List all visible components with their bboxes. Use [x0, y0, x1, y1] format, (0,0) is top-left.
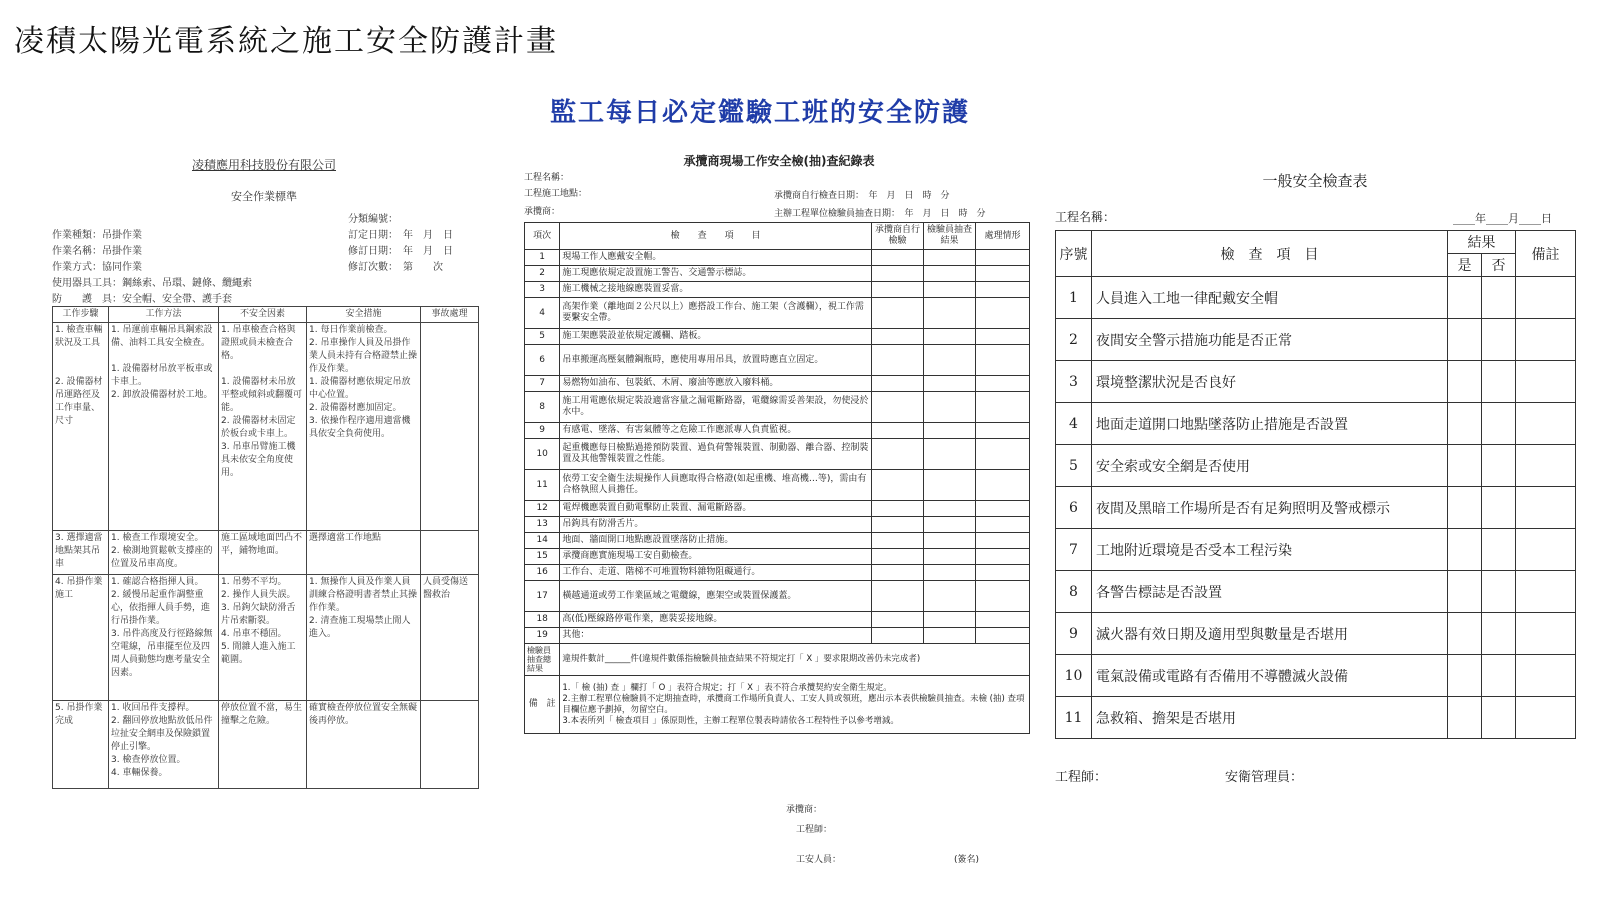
checklist-table: [1055, 230, 1576, 739]
check-cell: [924, 250, 976, 266]
table-row: [1056, 655, 1576, 697]
check-cell: [1448, 529, 1482, 571]
col-header: 工作方法: [109, 307, 219, 323]
table-row: [525, 345, 1030, 376]
table-row: [525, 329, 1030, 345]
check-cell: [975, 533, 1029, 549]
col-header-yes: 是: [1448, 254, 1482, 277]
item-number: 11: [1056, 697, 1092, 739]
table-cell: 1. 無操作人員及作業人員訓練合格證明書者禁止其操作作業。 2. 清查施工現場禁止閒人進入。: [307, 575, 421, 701]
safety-standard-table: [52, 306, 479, 789]
col-header: 項次: [525, 223, 560, 250]
item-number: 12: [525, 501, 560, 517]
meta-field: 作業種類：吊掛作業: [52, 230, 142, 241]
table-row: [53, 701, 479, 789]
table-cell: 選擇適當工作地點: [307, 531, 421, 575]
check-cell: [1516, 697, 1576, 739]
check-cell: [1482, 403, 1516, 445]
check-cell: [924, 439, 976, 470]
check-cell: [975, 439, 1029, 470]
item-number: 2: [1056, 319, 1092, 361]
check-cell: [872, 392, 924, 423]
table-row: [525, 581, 1030, 612]
general-safety-checklist: [1055, 168, 1575, 808]
check-cell: [924, 345, 976, 376]
table-cell: 停放位置不當，易生撞擊之危險。: [219, 701, 307, 789]
col-header-remark: 備註: [1516, 231, 1576, 277]
item-number: 10: [1056, 655, 1092, 697]
remark-label: 備 註: [525, 676, 560, 734]
table-row: [1056, 613, 1576, 655]
item-number: 15: [525, 549, 560, 565]
check-cell: [872, 250, 924, 266]
check-cell: [1516, 445, 1576, 487]
item-text: 施工用電應依規定裝設適當容量之漏電斷路器，電纜線需妥善架設，勿使浸於水中。: [560, 392, 872, 423]
table-cell: 1. 每日作業前檢查。 2. 吊車操作人員及吊掛作業人員未持有合格證禁止操作及作業。 1. 設備器材應依規定吊放中心位置。 2. 設備器材應加固定。 3. 依操作程序適用適當機具依安全負荷使用。: [307, 323, 421, 531]
table-row: [525, 298, 1030, 329]
item-number: 4: [525, 298, 560, 329]
remark-line: 2.主辦工程單位檢驗員不定期抽查時，承攬商工作場所負責人、工安人員或領班，應出示本表供檢驗員抽查。未檢 (抽) 查項目欄位應予劃掉，勿留空白。: [562, 693, 1025, 715]
safety-manager-label: 安衛管理員：: [1225, 770, 1304, 785]
check-cell: [1516, 613, 1576, 655]
check-cell: [975, 423, 1029, 439]
item-number: 5: [525, 329, 560, 345]
table-cell: 4. 吊掛作業施工: [53, 575, 109, 701]
item-number: 10: [525, 439, 560, 470]
item-text: 地面走道開口地點墜落防止措施是否設置: [1092, 403, 1448, 445]
form-field: 工程名稱：: [524, 173, 570, 183]
remark-line: 1.「 檢 (抽) 查 」欄打「 O 」表符合規定；打「 X 」表不符合承攬契約安全衛生規定。: [562, 682, 892, 693]
check-cell: [975, 250, 1029, 266]
item-text: 夜間及黑暗工作場所是否有足夠照明及警戒標示: [1092, 487, 1448, 529]
form-field: 承攬商自行檢查日期： 年 月 日 時 分: [774, 191, 950, 201]
check-cell: [1516, 403, 1576, 445]
check-cell: [975, 549, 1029, 565]
check-cell: [872, 470, 924, 501]
check-cell: [872, 423, 924, 439]
table-cell: 5. 吊掛作業完成: [53, 701, 109, 789]
result-text: 違規件數計______件(違規件數係指檢驗員抽查結果不符規定打「 X 」要求限期改善仍未完成者): [560, 644, 1030, 676]
col-header: 安全措施: [307, 307, 421, 323]
check-cell: [1448, 277, 1482, 319]
result-row: [525, 644, 1030, 676]
check-cell: [975, 517, 1029, 533]
table-cell: 1. 檢查車輛狀況及工具 2. 設備器材吊運路徑及工作車量、尺寸: [53, 323, 109, 531]
check-cell: [1448, 613, 1482, 655]
check-cell: [924, 533, 976, 549]
check-cell: [1448, 403, 1482, 445]
check-cell: [1482, 529, 1516, 571]
check-cell: [872, 517, 924, 533]
remark-row: [525, 676, 1030, 734]
check-cell: [1516, 529, 1576, 571]
check-cell: [872, 533, 924, 549]
item-text: 吊車搬運高壓氣體鋼瓶時，應使用專用吊具，放置時應直立固定。: [560, 345, 872, 376]
table-row: [525, 517, 1030, 533]
item-number: 6: [525, 345, 560, 376]
item-number: 3: [1056, 361, 1092, 403]
check-cell: [1448, 445, 1482, 487]
check-cell: [975, 612, 1029, 628]
check-cell: [1516, 319, 1576, 361]
remark-line: 3.本表所列「 檢查項目 」係原則性，主辦工程單位製表時請依各工程特性予以參考增減。: [562, 715, 899, 726]
check-cell: [1448, 319, 1482, 361]
table-row: [1056, 529, 1576, 571]
check-cell: [872, 282, 924, 298]
project-name-label: 工程名稱：: [1055, 210, 1116, 224]
table-row: [53, 531, 479, 575]
page-title: 凌積太陽光電系統之施工安全防護計畫: [14, 24, 558, 59]
table-row: [1056, 361, 1576, 403]
check-cell: [975, 376, 1029, 392]
table-cell: 1. 檢查工作環境安全。 2. 檢測地質鬆軟支撐座的位置及吊車高度。: [109, 531, 219, 575]
table-row: [525, 628, 1030, 644]
item-text: 高架作業（離地面２公尺以上）應搭設工作台、施工架（含護欄），視工作需要繫安全帶。: [560, 298, 872, 329]
item-text: 施工架應裝設並依規定護欄、踏板。: [560, 329, 872, 345]
item-number: 13: [525, 517, 560, 533]
check-cell: [1482, 487, 1516, 529]
check-cell: [975, 581, 1029, 612]
check-cell: [872, 565, 924, 581]
item-number: 7: [525, 376, 560, 392]
col-header: 檢驗員抽查結果: [924, 223, 976, 250]
table-row: [525, 439, 1030, 470]
check-cell: [872, 581, 924, 612]
check-cell: [975, 298, 1029, 329]
item-text: 吊鉤具有防滑舌片。: [560, 517, 872, 533]
col-header-no-result: 否: [1482, 254, 1516, 277]
table-row: [53, 575, 479, 701]
check-cell: [872, 266, 924, 282]
check-cell: [924, 470, 976, 501]
table-cell: 確實檢查停放位置安全無礙後再停放。: [307, 701, 421, 789]
engineer-label: 工程師：: [1055, 770, 1108, 785]
check-cell: [1482, 655, 1516, 697]
item-number: 3: [525, 282, 560, 298]
table-cell: 1. 吊車檢查合格與證照或員未檢查合格。 1. 設備器材未吊放平整或傾斜或翻覆可能。 2. 設備器材未固定於板台或卡車上。 3. 吊車吊臂施工機具未依安全角度使用。: [219, 323, 307, 531]
item-text: 其他：: [560, 628, 872, 644]
item-text: 工作台、走道、階梯不可堆置物料雜物阻礙通行。: [560, 565, 872, 581]
meta-field: 修訂日期： 年 月 日: [348, 246, 453, 257]
table-row: [53, 323, 479, 531]
check-cell: [1482, 445, 1516, 487]
check-cell: [872, 549, 924, 565]
col-header: 承攬商自行檢驗: [872, 223, 924, 250]
item-number: 8: [1056, 571, 1092, 613]
check-cell: [924, 376, 976, 392]
item-text: 滅火器有效日期及適用型與數量是否堪用: [1092, 613, 1448, 655]
meta-field: 防 護 具：安全帽、安全帶、護手套: [52, 294, 232, 305]
item-text: 承攬商應實施現場工安自動檢查。: [560, 549, 872, 565]
table-row: [1056, 445, 1576, 487]
table-row: [1056, 403, 1576, 445]
check-cell: [1448, 571, 1482, 613]
form-title: 承攬商現場工作安全檢(抽)查紀錄表: [683, 154, 875, 168]
meta-field: 使用器具工具：鋼絲索、吊環、鏈條、纜繩索: [52, 278, 252, 289]
check-cell: [924, 501, 976, 517]
item-number: 9: [525, 423, 560, 439]
item-text: 施工機械之接地線應裝置妥當。: [560, 282, 872, 298]
item-number: 5: [1056, 445, 1092, 487]
check-cell: [924, 628, 976, 644]
check-cell: [872, 439, 924, 470]
table-row: [525, 501, 1030, 517]
item-number: 19: [525, 628, 560, 644]
col-header: 事故處理: [421, 307, 479, 323]
item-number: 1: [1056, 277, 1092, 319]
check-cell: [975, 345, 1029, 376]
check-cell: [1482, 319, 1516, 361]
table-row: [525, 250, 1030, 266]
check-cell: [924, 565, 976, 581]
check-cell: [975, 282, 1029, 298]
item-number: 11: [525, 470, 560, 501]
check-cell: [1482, 277, 1516, 319]
check-cell: [924, 282, 976, 298]
check-cell: [1448, 697, 1482, 739]
item-number: 9: [1056, 613, 1092, 655]
item-text: 電氣設備或電路有否備用不導體滅火設備: [1092, 655, 1448, 697]
item-number: 8: [525, 392, 560, 423]
remark-cell: [560, 676, 1030, 734]
table-row: [1056, 487, 1576, 529]
item-text: 環境整潔狀況是否良好: [1092, 361, 1448, 403]
check-cell: [1516, 277, 1576, 319]
table-cell: 1. 吊勢不平均。 2. 操作人員失誤。 3. 吊鉤欠缺防滑舌片吊索斷裂。 4. 吊車不穩固。 5. 閒雜人進入施工範圍。: [219, 575, 307, 701]
check-cell: [975, 628, 1029, 644]
item-text: 高(低)壓線路停電作業，應裝妥接地線。: [560, 612, 872, 628]
item-number: 17: [525, 581, 560, 612]
signature-label: 工程師：: [796, 825, 833, 835]
table-row: [1056, 697, 1576, 739]
item-number: 1: [525, 250, 560, 266]
check-cell: [1516, 487, 1576, 529]
check-cell: [1482, 361, 1516, 403]
table-row: [525, 282, 1030, 298]
check-cell: [975, 501, 1029, 517]
table-cell: 3. 選擇適當地點架其吊車: [53, 531, 109, 575]
table-row: [525, 470, 1030, 501]
table-cell: [421, 701, 479, 789]
item-number: 6: [1056, 487, 1092, 529]
check-cell: [975, 329, 1029, 345]
item-text: 易燃物如油布、包裝紙、木屑、廢油等應放入廢料桶。: [560, 376, 872, 392]
check-cell: [872, 345, 924, 376]
safety-standard-document: [48, 150, 480, 805]
col-header: 處理情形: [975, 223, 1029, 250]
table-cell: 1. 吊運前車輛吊具鋼索設備、油料工具安全檢查。 1. 設備器材吊放平板車或卡車上。 2. 卸放設備器材於工地。: [109, 323, 219, 531]
col-header: 檢 查 項 目: [560, 223, 872, 250]
col-header: 工作步驟: [53, 307, 109, 323]
table-row: [525, 533, 1030, 549]
check-cell: [1482, 571, 1516, 613]
check-cell: [924, 517, 976, 533]
item-text: 現場工作人應戴安全帽。: [560, 250, 872, 266]
table-row: [525, 423, 1030, 439]
signature-label: 承攬商：: [786, 805, 823, 815]
table-cell: 1. 收回吊件支撐桿。 2. 翻回停放地點放低吊件垃扯安全網車及保險鎖置停止引擎。 3. 檢查停放位置。 4. 車輛保養。: [109, 701, 219, 789]
check-cell: [872, 612, 924, 628]
meta-field: 作業方式：協同作業: [52, 262, 142, 273]
check-cell: [1516, 655, 1576, 697]
item-text: 急救箱、擔架是否堪用: [1092, 697, 1448, 739]
item-text: 電焊機應裝置自動電擊防止裝置、漏電斷路器。: [560, 501, 872, 517]
item-text: 工地附近環境是否受本工程污染: [1092, 529, 1448, 571]
col-header: 不安全因素: [219, 307, 307, 323]
result-label: 檢驗員抽查總結果: [525, 644, 560, 676]
item-text: 各警告標誌是否設置: [1092, 571, 1448, 613]
check-cell: [975, 470, 1029, 501]
check-cell: [924, 549, 976, 565]
item-number: 14: [525, 533, 560, 549]
check-cell: [872, 501, 924, 517]
check-cell: [872, 376, 924, 392]
table-cell: [421, 323, 479, 531]
meta-field: 分類編號：: [348, 214, 398, 225]
date-field: ____年____月____日: [1453, 212, 1552, 225]
table-row: [525, 565, 1030, 581]
signature-label: 工安人員：: [796, 855, 842, 865]
col-header-result: 結果: [1448, 231, 1516, 254]
item-text: 起重機應每日檢點過捲預防裝置、過負荷警報裝置、制動器、離合器、控制裝置及其他警報裝置之性能。: [560, 439, 872, 470]
table-row: [1056, 571, 1576, 613]
check-cell: [872, 628, 924, 644]
check-cell: [872, 329, 924, 345]
check-cell: [924, 298, 976, 329]
form-field: 主辦工程單位檢驗員抽查日期： 年 月 日 時 分: [774, 209, 986, 219]
check-cell: [924, 423, 976, 439]
table-cell: 人員受傷送醫救治: [421, 575, 479, 701]
check-cell: [924, 612, 976, 628]
item-number: 16: [525, 565, 560, 581]
item-number: 18: [525, 612, 560, 628]
item-text: 地面、牆面開口地點應設置墜落防止措施。: [560, 533, 872, 549]
meta-field: 作業名稱：吊掛作業: [52, 246, 142, 257]
table-row: [1056, 319, 1576, 361]
table-row: [525, 392, 1030, 423]
form-field: 承攬商：: [524, 207, 561, 217]
check-cell: [975, 565, 1029, 581]
table-cell: [421, 531, 479, 575]
signature-label: (簽名): [954, 855, 980, 865]
check-cell: [924, 392, 976, 423]
check-cell: [1448, 361, 1482, 403]
col-header-item: 檢 查 項 目: [1092, 231, 1448, 277]
table-row: [525, 266, 1030, 282]
check-cell: [1482, 697, 1516, 739]
check-cell: [1516, 571, 1576, 613]
item-text: 人員進入工地一律配戴安全帽: [1092, 277, 1448, 319]
meta-field: 修訂次數： 第 次: [348, 262, 443, 273]
table-row: [525, 549, 1030, 565]
item-number: 4: [1056, 403, 1092, 445]
col-header-no: 序號: [1056, 231, 1092, 277]
item-text: 橫越通道或勞工作業區域之電纜線，應架空或裝置保護蓋。: [560, 581, 872, 612]
item-number: 7: [1056, 529, 1092, 571]
check-cell: [975, 392, 1029, 423]
company-name: 凌積應用科技股份有限公司: [191, 158, 336, 172]
table-row: [1056, 277, 1576, 319]
item-text: 安全索或安全網是否使用: [1092, 445, 1448, 487]
item-text: 施工現應依規定設置施工警告、交通警示標誌。: [560, 266, 872, 282]
check-cell: [924, 266, 976, 282]
check-cell: [1448, 655, 1482, 697]
check-cell: [1482, 613, 1516, 655]
slide-subtitle: 監工每日必定鑑驗工班的安全防護: [550, 98, 971, 128]
table-cell: 施工區域地面凹凸不平，鋪物地面。: [219, 531, 307, 575]
item-text: 依勞工安全衛生法規操作人員應取得合格證(如起重機、堆高機…等)，需由有合格執照人員擔任。: [560, 470, 872, 501]
check-cell: [975, 266, 1029, 282]
check-cell: [1516, 361, 1576, 403]
item-number: 2: [525, 266, 560, 282]
table-row: [525, 376, 1030, 392]
item-text: 有感電、墜落、有害氣體等之危險工作應派專人負責監視。: [560, 423, 872, 439]
check-cell: [924, 581, 976, 612]
checklist-title: 一般安全檢查表: [1262, 172, 1368, 190]
table-row: [525, 612, 1030, 628]
contractor-inspection-form: [524, 148, 1034, 888]
meta-field: 訂定日期： 年 月 日: [348, 230, 453, 241]
check-cell: [1448, 487, 1482, 529]
inspection-table: [524, 222, 1030, 734]
table-cell: 1. 確認合格指揮人員。 2. 緩慢吊起重作調整重心，依指揮人員手勢，進行吊掛作業。 3. 吊件高度及行徑路線無空電線，吊車擺至位及四周人員動態均應考量安全因素。: [109, 575, 219, 701]
check-cell: [872, 298, 924, 329]
item-text: 夜間安全警示措施功能是否正常: [1092, 319, 1448, 361]
check-cell: [924, 329, 976, 345]
document-title: 安全作業標準: [231, 190, 297, 203]
form-field: 工程施工地點：: [524, 189, 588, 199]
